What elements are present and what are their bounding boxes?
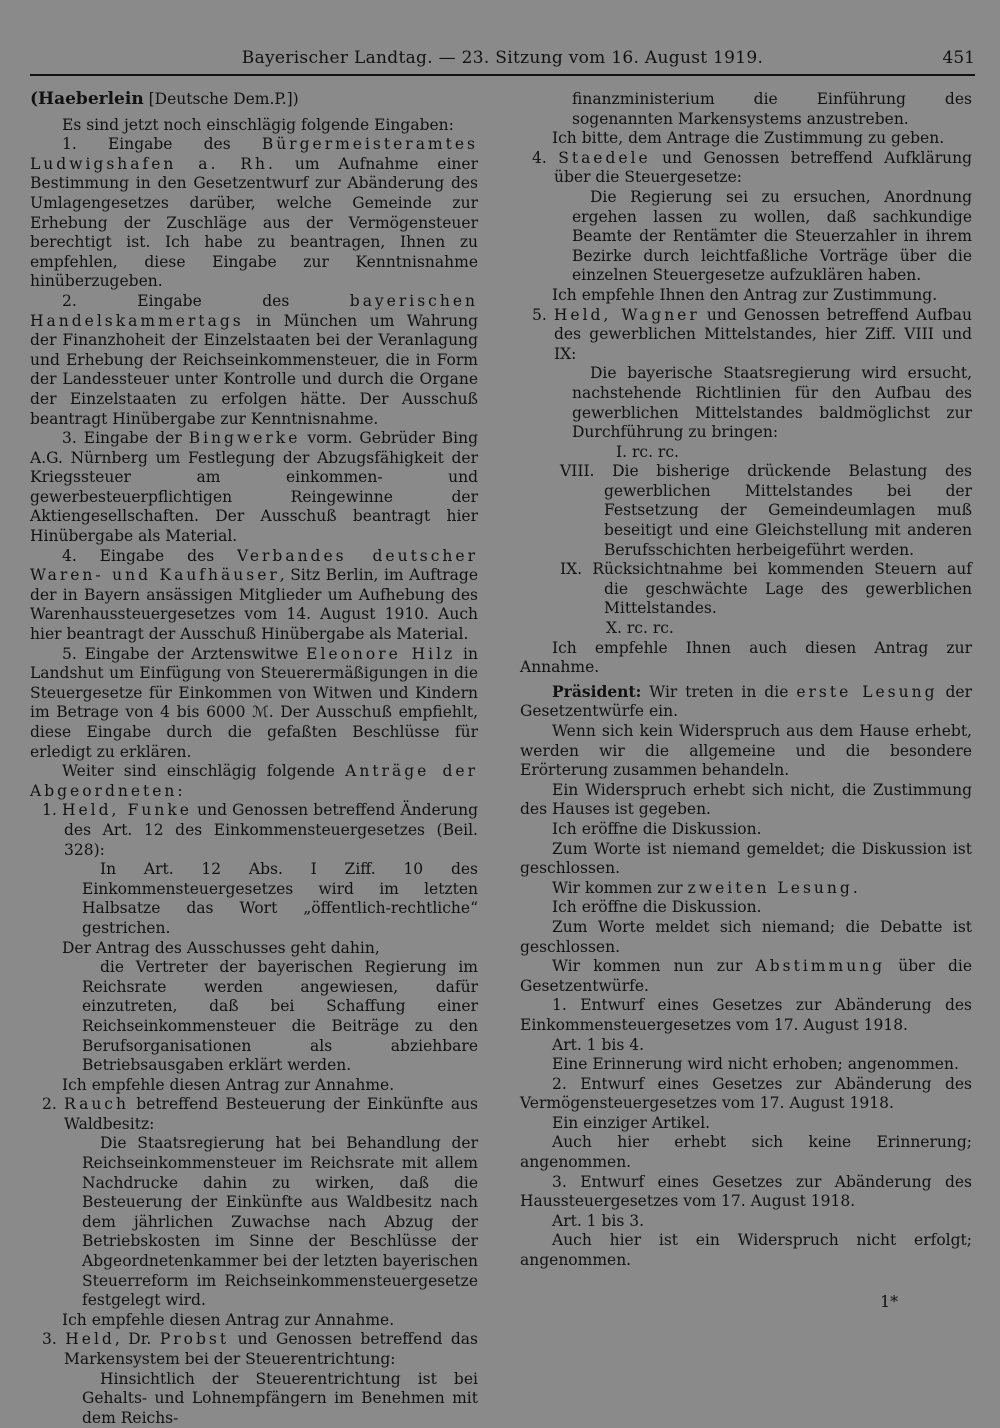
paragraph: 2. Entwurf eines Gesetzes zur Abänderung des Vermögensteuergesetzes vom 17. August 1918.	[520, 1074, 972, 1113]
motion-1-quote: In Art. 12 Abs. I Ziff. 10 des Einkommensteuergesetzes wird im letzten Halbsatze das Wort „öffentlich-rechtliche“ gestrichen.	[82, 860, 478, 937]
paragraph: Ich bitte, dem Antrage die Zustimmung zu geben.	[552, 129, 945, 148]
speaker-name: (Haeberlein	[30, 89, 144, 109]
paragraph: Ich eröffne die Diskussion.	[552, 898, 762, 917]
paragraph: Der Antrag des Ausschusses geht dahin,	[62, 938, 380, 957]
petition-3: 3. Eingabe der Bingwerke vorm. Gebrüder Bing A.G. Nürnberg um Festlegung der Abzugsfähigkeit der Kriegssteuer am einkommen- und gewerbesteuerpflichtigen Reingewinne der Aktiengesellschaften. Der Ausschuß beantragt hier Hinübergabe als Material.	[30, 429, 479, 546]
motion-4-quote: Die Regierung sei zu ersuchen, Anordnung ergehen lassen zu wollen, daß sachkundige Beamte der Rentämter die Steuerzahler in ihrem Bezirke durch leichtfaßliche Vorträge über die einzelnen Steuergesetze aufzuklären haben.	[572, 187, 972, 285]
motion-3-quote: Hinsichtlich der Steuerentrichtung ist bei Gehalts- und Lohnempfängern im Benehmen mit dem Reichs-	[82, 1369, 478, 1427]
left-column	[30, 90, 478, 1428]
paragraph: Wir kommen nun zur Abstimmung über die Gesetzentwürfe.	[520, 957, 972, 995]
petition-1: 1. Eingabe des Bürgermeisteramtes Ludwigshafen a. Rh. um Aufnahme einer Bestimmung in den Gesetzentwurf zur Abänderung des Umlagengesetzes darüber, welche Gemeinde zur Erhebung der Zuschläge aus der Vermögensteuer berechtigt ist. Ich habe zu beantragen, Ihnen zu empfehlen, diese Eingabe zur Kenntnisnahme hinüberzugeben.	[30, 135, 478, 291]
paragraph: Wir kommen zur zweiten Lesung.	[552, 878, 858, 897]
motion-2: 2. Rauch betreffend Besteuerung der Einkünfte aus Waldbesitz:	[42, 1095, 479, 1133]
page-header	[30, 44, 975, 76]
paragraph: Ich empfehle diesen Antrag zur Annahme.	[62, 1310, 395, 1329]
motion-5-item-i: I. rc. rc.	[616, 442, 679, 461]
paragraph: Ich empfehle diesen Antrag zur Annahme.	[62, 1075, 395, 1094]
motion-3-quote-cont: finanzministerium die Einführung des sogenannten Markensystems anzustreben.	[572, 90, 972, 128]
paragraph: Auch hier erhebt sich keine Erinnerung; angenommen.	[520, 1133, 972, 1172]
speaker-party: [Deutsche Dem.P.])	[143, 90, 299, 108]
paragraph: Zum Worte meldet sich niemand; die Debatte ist geschlossen.	[520, 917, 972, 956]
petition-4: 4. Eingabe des Verbandes deutscher Waren- und Kaufhäuser, Sitz Berlin, im Auftrage der in Bayern ansässigen Mitglieder um Aufhebung des Warenhaussteuergesetzes vom 14. August 1910. Auch hier beantragt der Ausschuß Hinübergabe als Material.	[30, 546, 479, 644]
paragraph: Art. 1 bis 3.	[552, 1211, 645, 1230]
right-column	[520, 90, 972, 1271]
motion-1-committee-quote: die Vertreter der bayerischen Regierung im Reichsrate werden angewiesen, dafür einzutreten, daß bei Schaffung einer Reichseinkommensteuer die Beiträge zu den Berufsorganisationen als abziehbare Betriebsausgaben erklärt werden.	[82, 958, 478, 1075]
paragraph: Eine Erinnerung wird nicht erhoben; angenommen.	[552, 1055, 959, 1074]
paragraph: 1. Entwurf eines Gesetzes zur Abänderung des Einkommensteuergesetzes vom 17. August 1918.	[520, 996, 972, 1034]
motion-5: 5. Held, Wagner und Genossen betreffend Aufbau des gewerblichen Mittelstandes, hier Ziff. VIII und IX:	[532, 305, 972, 363]
paragraph: 3. Entwurf eines Gesetzes zur Abänderung des Haussteuergesetzes vom 17. August 1918.	[520, 1172, 972, 1211]
petition-2: 2. Eingabe des bayerischen Handelskammertags in München um Wahrung der Finanzhoheit der Einzelstaaten bei der Veranlagung und Erhebung der Reichseinkommensteuer, die in Form der Landessteuer unter Kontrolle und durch die Organe der Einzelstaaten zu erfolgen hätte. Der Ausschuß beantragt Hinübergabe zur Kenntnisnahme.	[30, 291, 478, 428]
paragraph: Ich eröffne die Diskussion.	[552, 819, 762, 838]
paragraph: Ich empfehle Ihnen auch diesen Antrag zur Annahme.	[520, 638, 972, 677]
paragraph: Ein einziger Artikel.	[552, 1113, 711, 1132]
motion-4: 4. Staedele und Genossen betreffend Aufklärung über die Steuergesetze:	[532, 148, 973, 187]
motion-2-quote: Die Staatsregierung hat bei Behandlung der Reichseinkommensteuer im Reichsrate mit allem Nachdrucke dahin zu wirken, daß die Besteuerung der Einkünfte aus Waldbesitz nach dem jährlichen Zuwachse nach Abzug der Betriebskosten im Sinne der Beschlüsse der Abgeordnetenkammer bei der letzten bayerischen Steuerreform im Reichseinkommensteuergesetze festgelegt wird.	[82, 1134, 478, 1310]
motion-5-item-x: X. rc. rc.	[606, 619, 674, 638]
running-title: Bayerischer Landtag. — 23. Sitzung vom 16. August 1919.	[241, 48, 764, 68]
motion-5-item-viii: VIII. Die bisherige drückende Belastung des gewerblichen Mittelstandes bei der Festsetzung der Gemeindeumlagen muß beseitigt und eine Gleichstellung mit anderen Berufsschichten herbeigeführt werden.	[560, 462, 972, 559]
president-statement: Präsident: Wir treten in die erste Lesung der Gesetzentwürfe ein.	[520, 681, 972, 721]
motion-1: 1. Held, Funke und Genossen betreffend Änderung des Art. 12 des Einkommensteuergesetzes (Beil. 328):	[42, 801, 479, 859]
paragraph: Auch hier ist ein Widerspruch nicht erfolgt; angenommen.	[520, 1231, 972, 1270]
paragraph: Wenn sich kein Widerspruch aus dem Hause erhebt, werden wir die allgemeine und die besondere Erörterung zusammen behandeln.	[520, 722, 972, 780]
speaker-heading	[30, 90, 478, 110]
motions-intro: Weiter sind einschlägig folgende Anträge der Abgeordneten:	[30, 762, 478, 800]
president-label: Präsident:	[552, 681, 642, 701]
paragraph: Zum Worte ist niemand gemeldet; die Diskussion ist geschlossen.	[520, 839, 972, 878]
paragraph: Art. 1 bis 4.	[552, 1035, 645, 1054]
paragraph: Es sind jetzt noch einschlägig folgende Eingaben:	[62, 115, 454, 134]
signature-mark: 1*	[880, 1292, 899, 1311]
petition-5: 5. Eingabe der Arztenswitwe Eleonore Hilz in Landshut um Einfügung von Steuerermäßigungen in die Steuergesetze für Einkommen von Witwen und Kindern im Betrage von 4 bis 6000 ℳ. Der Ausschuß empfiehlt, diese Eingabe durch die gefaßten Beschlüsse für erledigt zu erklären.	[30, 644, 479, 761]
paragraph: Ein Widerspruch erhebt sich nicht, die Zustimmung des Hauses ist gegeben.	[520, 780, 972, 819]
paragraph: Ich empfehle Ihnen den Antrag zur Zustimmung.	[552, 285, 938, 304]
motion-3: 3. Held, Dr. Probst und Genossen betreffend das Markensystem bei der Steuerentrichtung:	[42, 1330, 478, 1368]
page-number: 451	[942, 48, 975, 68]
motion-5-item-ix: IX. Rücksichtnahme bei kommenden Steuern auf die geschwächte Lage des gewerblichen Mittelstandes.	[560, 560, 972, 618]
motion-5-quote: Die bayerische Staatsregierung wird ersucht, nachstehende Richtlinien für den Aufbau des gewerblichen Mittelstandes baldmöglichst zur Durchführung zu bringen:	[572, 364, 972, 442]
